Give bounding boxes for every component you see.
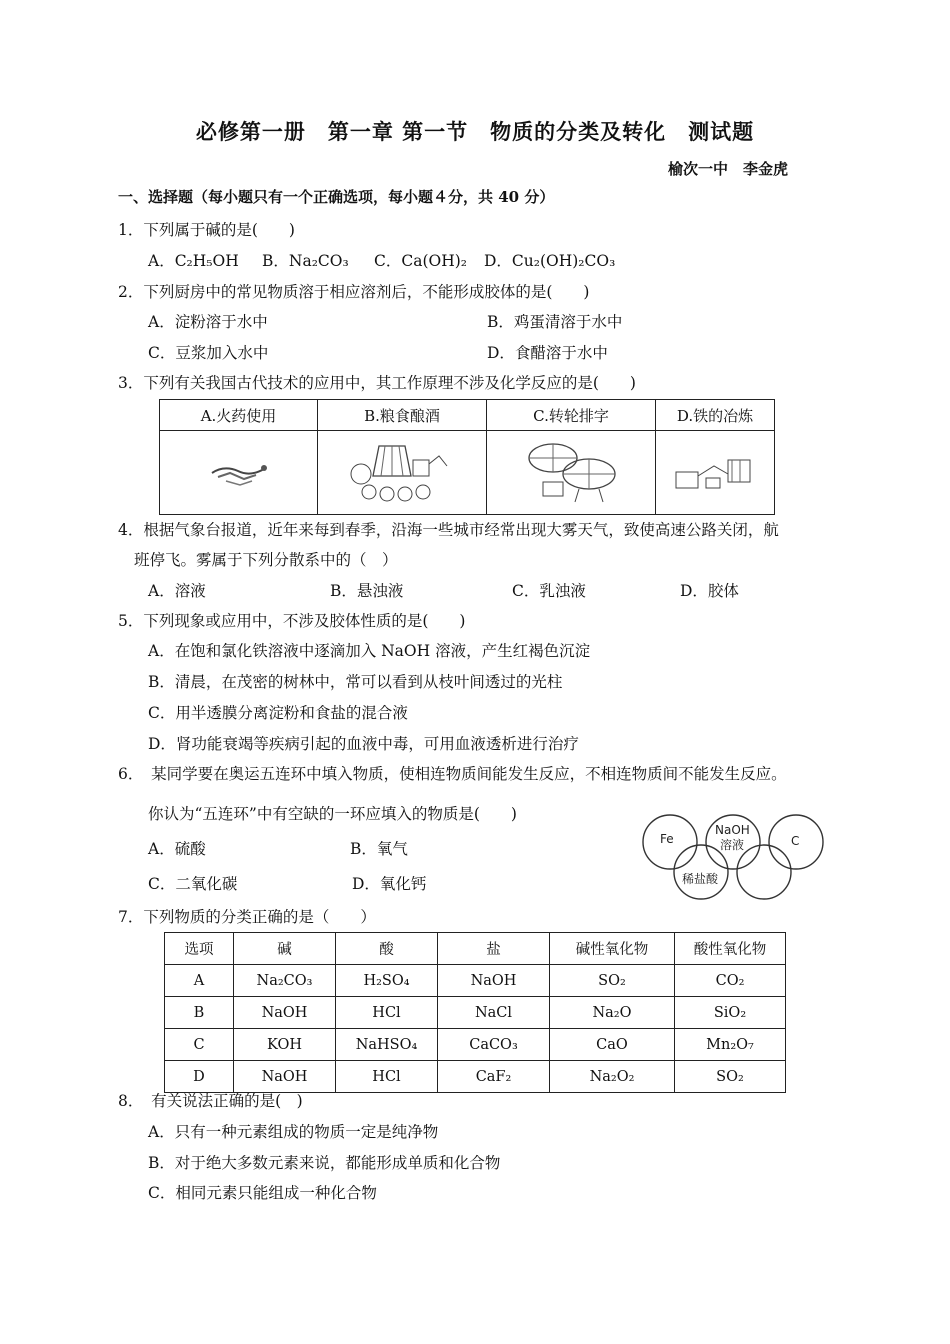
table-cell: CO₂ (675, 965, 786, 997)
table-cell: A (165, 965, 234, 997)
q2-stem: 2．下列厨房中的常见物质溶于相应溶剂后，不能形成胶体的是( ) (118, 283, 590, 301)
q2-option-b: B．鸡蛋清溶于水中 (487, 313, 623, 331)
q4-option-c: C．乳浊液 (512, 582, 586, 600)
q8-stem: 8． 有关说法正确的是( ) (118, 1092, 303, 1110)
q1-stem: 1．下列属于碱的是( ) (118, 221, 295, 239)
q5-stem: 5．下列现象或应用中，不涉及胶体性质的是( ) (118, 612, 466, 630)
q4-stem-line1: 4．根据气象台报道，近年来每到春季，沿海一些城市经常出现大雾天气，致使高速公路关闭，航 (118, 521, 779, 539)
table-cell: SO₂ (675, 1061, 786, 1093)
table-cell: NaHSO₄ (336, 1029, 438, 1061)
q7-table (164, 932, 786, 1093)
section-heading: 一、选择题（每小题只有一个正确选项，每小题４分，共 40 分） (118, 188, 555, 206)
table-cell: NaCl (438, 997, 550, 1029)
type-wheel-illustration (523, 436, 619, 506)
q4-stem-line2: 班停飞。雾属于下列分散系中的（ ） (134, 551, 398, 569)
q3-image-type-wheel (487, 431, 656, 515)
table-cell: Na₂CO₃ (234, 965, 336, 997)
q3-header-d: D.铁的冶炼 (656, 400, 775, 431)
q3-header-c: C.转轮排字 (487, 400, 656, 431)
table-cell: CaO (550, 1029, 675, 1061)
q2-option-d: D．食醋溶于水中 (487, 344, 608, 362)
table-cell: D (165, 1061, 234, 1093)
table-cell: Na₂O₂ (550, 1061, 675, 1093)
author: 榆次一中 李金虎 (668, 160, 789, 178)
table-cell: C (165, 1029, 234, 1061)
ring-label-solution: 溶液 (720, 838, 745, 852)
q6-option-c: C．二氧化碳 (148, 875, 238, 893)
q7-header: 酸性氧化物 (675, 933, 786, 965)
q8-option-c: C．相同元素只能组成一种化合物 (148, 1184, 377, 1202)
q6-stem-line2: 你认为“五连环”中有空缺的一环应填入的物质是( ) (148, 805, 517, 823)
q8-option-b: B．对于绝大多数元素来说，都能形成单质和化合物 (148, 1154, 501, 1172)
table-cell: SO₂ (550, 965, 675, 997)
ring-empty (737, 845, 791, 899)
q7-stem: 7．下列物质的分类正确的是（ ） (118, 908, 376, 926)
ring-label-c: C (791, 834, 800, 848)
five-rings-diagram (636, 810, 832, 904)
q3-header-b: B.粮食酿酒 (318, 400, 487, 431)
q3-image-brewing (318, 431, 487, 515)
q7-header: 碱 (234, 933, 336, 965)
q3-table (159, 399, 775, 515)
q6-stem-line1: 6． 某同学要在奥运五连环中填入物质，使相连物质间能发生反应，不相连物质间不能发生反应。 (118, 765, 787, 783)
table-row (165, 965, 786, 997)
q2-option-c: C．豆浆加入水中 (148, 344, 269, 362)
ring-label-naoh: NaOH (715, 823, 750, 837)
q5-option-d: D．肾功能衰竭等疾病引起的血液中毒，可用血液透析进行治疗 (148, 735, 579, 753)
q3-stem: 3．下列有关我国古代技术的应用中，其工作原理不涉及化学反应的是( ) (118, 374, 636, 392)
q7-header: 碱性氧化物 (550, 933, 675, 965)
table-cell: Na₂O (550, 997, 675, 1029)
table-cell: NaOH (234, 997, 336, 1029)
q1-option-c: C．Ca(OH)₂ (374, 252, 467, 270)
table-cell: H₂SO₄ (336, 965, 438, 997)
q7-header: 盐 (438, 933, 550, 965)
ring-label-fe: Fe (660, 832, 674, 846)
gunpowder-illustration (204, 451, 274, 491)
q4-option-d: D．胶体 (680, 582, 739, 600)
q4-option-b: B．悬浊液 (330, 582, 404, 600)
q1-option-d: D．Cu₂(OH)₂CO₃ (484, 252, 616, 270)
q5-option-c: C．用半透膜分离淀粉和食盐的混合液 (148, 704, 408, 722)
table-row (165, 1061, 786, 1093)
ring-label-hcl: 稀盐酸 (682, 872, 719, 886)
q3-image-gunpowder (160, 431, 318, 515)
q7-header: 酸 (336, 933, 438, 965)
table-cell: HCl (336, 1061, 438, 1093)
table-cell: B (165, 997, 234, 1029)
table-cell: HCl (336, 997, 438, 1029)
q6-option-d: D．氧化钙 (352, 875, 427, 893)
iron-smelting-illustration (670, 446, 760, 496)
table-cell: CaF₂ (438, 1061, 550, 1093)
q4-option-a: A．溶液 (148, 582, 206, 600)
q5-option-b: B．清晨，在茂密的树林中，常可以看到从枝叶间透过的光柱 (148, 673, 563, 691)
table-row (165, 997, 786, 1029)
q6-option-b: B．氧气 (350, 840, 408, 858)
table-cell: NaOH (234, 1061, 336, 1093)
q6-option-a: A．硫酸 (148, 840, 206, 858)
q3-header-a: A.火药使用 (160, 400, 318, 431)
q8-option-a: A．只有一种元素组成的物质一定是纯净物 (148, 1123, 439, 1141)
page-title: 必修第一册 第一章 第一节 物质的分类及转化 测试题 (195, 119, 755, 144)
brewing-illustration (347, 436, 457, 506)
q1-option-a: A．C₂H₅OH (148, 252, 239, 270)
q1-option-b: B．Na₂CO₃ (262, 252, 349, 270)
table-cell: KOH (234, 1029, 336, 1061)
table-cell: SiO₂ (675, 997, 786, 1029)
q2-option-a: A．淀粉溶于水中 (148, 313, 268, 331)
q7-header: 选项 (165, 933, 234, 965)
table-cell: Mn₂O₇ (675, 1029, 786, 1061)
q3-image-iron-smelting (656, 431, 775, 515)
q5-option-a: A．在饱和氯化铁溶液中逐滴加入 NaOH 溶液，产生红褐色沉淀 (148, 642, 591, 660)
table-row (165, 1029, 786, 1061)
table-cell: NaOH (438, 965, 550, 997)
table-cell: CaCO₃ (438, 1029, 550, 1061)
